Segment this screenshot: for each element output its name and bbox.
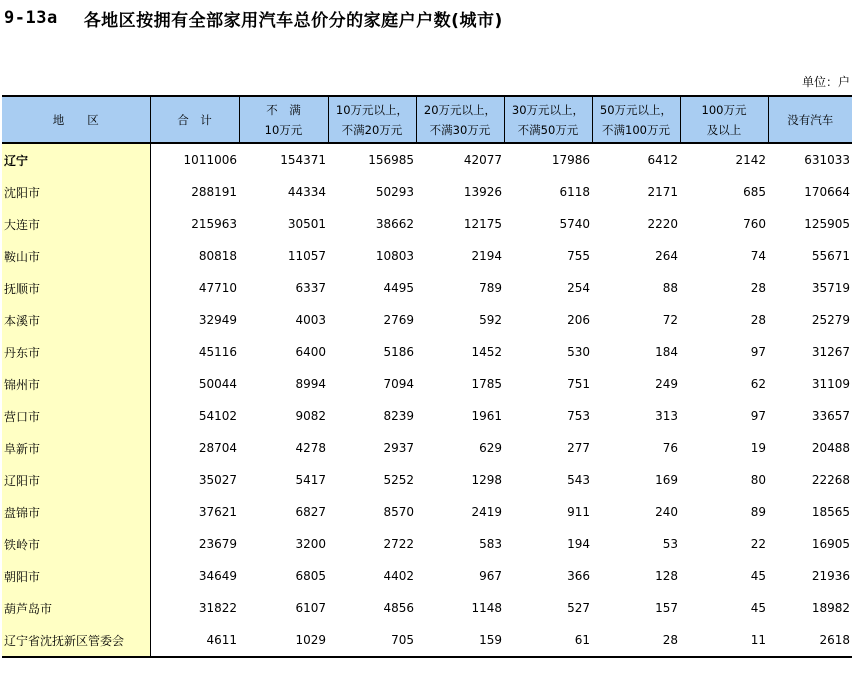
column-header	[239, 96, 328, 143]
value-cell: 2618	[819, 633, 850, 647]
value-cell: 631033	[804, 153, 850, 167]
value-cell: 753	[567, 409, 590, 423]
value-cell: 28704	[198, 441, 237, 455]
value-cell: 25279	[811, 313, 850, 327]
column-header-line2: 不满30万元	[429, 122, 491, 137]
value-cell: 11057	[287, 249, 326, 263]
column-header-line1: 地 区	[52, 112, 99, 127]
table-row	[2, 368, 852, 400]
value-cell: 50293	[375, 185, 414, 199]
value-cell: 125905	[804, 217, 850, 231]
value-cell: 5186	[383, 345, 414, 359]
table-row	[2, 464, 852, 496]
value-cell: 2220	[647, 217, 678, 231]
value-cell: 47710	[198, 281, 237, 295]
column-header-line2: 不满100万元	[602, 122, 670, 137]
unit-label: 单位：户	[801, 75, 850, 89]
value-cell: 35027	[198, 473, 237, 487]
value-cell: 35719	[811, 281, 850, 295]
value-cell: 42077	[463, 153, 502, 167]
value-cell: 8994	[295, 377, 326, 391]
value-cell: 169	[655, 473, 678, 487]
value-cell: 33657	[811, 409, 850, 423]
region-name-cell: 鞍山市	[2, 240, 150, 272]
column-header	[416, 96, 504, 143]
value-cell: 7094	[383, 377, 414, 391]
value-cell: 31109	[811, 377, 850, 391]
value-cell: 28	[750, 281, 766, 295]
column-header	[328, 96, 416, 143]
value-cell: 2722	[383, 537, 414, 551]
value-cell: 170664	[804, 185, 850, 199]
region-name-cell: 锦州市	[2, 368, 150, 400]
table-row	[2, 272, 852, 304]
region-name-cell: 辽宁	[2, 143, 150, 176]
value-cell: 789	[479, 281, 502, 295]
region-name-cell: 辽阳市	[2, 464, 150, 496]
table-row	[2, 432, 852, 464]
value-cell: 2769	[383, 313, 414, 327]
column-header	[592, 96, 680, 143]
value-cell: 530	[567, 345, 590, 359]
value-cell: 5740	[559, 217, 590, 231]
value-cell: 54102	[198, 409, 237, 423]
value-cell: 80	[750, 473, 766, 487]
value-cell: 28	[750, 313, 766, 327]
column-header-line1: 合 计	[177, 112, 212, 127]
value-cell: 97	[750, 345, 766, 359]
value-cell: 11	[750, 633, 766, 647]
table-body	[2, 143, 852, 657]
value-cell: 22268	[811, 473, 850, 487]
value-cell: 44334	[287, 185, 326, 199]
value-cell: 34649	[198, 569, 237, 583]
value-cell: 751	[567, 377, 590, 391]
value-cell: 97	[750, 409, 766, 423]
column-header	[680, 96, 768, 143]
column-header-line2: 不满20万元	[341, 122, 403, 137]
value-cell: 1298	[471, 473, 502, 487]
value-cell: 629	[479, 441, 502, 455]
value-cell: 366	[567, 569, 590, 583]
column-header-line2: 10万元	[264, 122, 303, 137]
value-cell: 6805	[295, 569, 326, 583]
value-cell: 18565	[811, 505, 850, 519]
table-row	[2, 624, 852, 657]
value-cell: 6827	[295, 505, 326, 519]
value-cell: 206	[567, 313, 590, 327]
column-header-line1: 50万元以上，	[599, 102, 673, 117]
value-cell: 28	[662, 633, 678, 647]
value-cell: 50044	[198, 377, 237, 391]
value-cell: 543	[567, 473, 590, 487]
value-cell: 23679	[198, 537, 237, 551]
column-header	[768, 96, 852, 143]
table-row	[2, 592, 852, 624]
value-cell: 277	[567, 441, 590, 455]
value-cell: 194	[567, 537, 590, 551]
value-cell: 19	[750, 441, 766, 455]
value-cell: 31822	[198, 601, 237, 615]
region-name-cell: 辽宁省沈抚新区管委会	[2, 624, 150, 657]
value-cell: 32949	[198, 313, 237, 327]
value-cell: 22	[750, 537, 766, 551]
value-cell: 55671	[811, 249, 850, 263]
value-cell: 156985	[368, 153, 414, 167]
column-header-line1: 不 满	[266, 102, 301, 117]
column-header-line1: 没有汽车	[787, 112, 834, 127]
value-cell: 17986	[551, 153, 590, 167]
table-row	[2, 400, 852, 432]
value-cell: 21936	[811, 569, 850, 583]
value-cell: 76	[662, 441, 678, 455]
table-code: 9-13a	[4, 8, 58, 28]
value-cell: 88	[662, 281, 678, 295]
value-cell: 9082	[295, 409, 326, 423]
value-cell: 128	[655, 569, 678, 583]
value-cell: 89	[750, 505, 766, 519]
table-row	[2, 528, 852, 560]
region-name-cell: 阜新市	[2, 432, 150, 464]
column-header	[150, 96, 239, 143]
value-cell: 6337	[295, 281, 326, 295]
header-row	[2, 96, 852, 143]
value-cell: 31267	[811, 345, 850, 359]
page-title	[4, 4, 503, 32]
region-name-cell: 本溪市	[2, 304, 150, 336]
value-cell: 685	[743, 185, 766, 199]
table-row	[2, 208, 852, 240]
value-cell: 755	[567, 249, 590, 263]
value-cell: 154371	[280, 153, 326, 167]
value-cell: 184	[655, 345, 678, 359]
value-cell: 4611	[206, 633, 237, 647]
column-header-line2: 及以上	[706, 122, 742, 137]
column-header	[2, 96, 150, 143]
value-cell: 4402	[383, 569, 414, 583]
value-cell: 45	[750, 569, 766, 583]
value-cell: 592	[479, 313, 502, 327]
value-cell: 4495	[383, 281, 414, 295]
value-cell: 4278	[295, 441, 326, 455]
value-cell: 1961	[471, 409, 502, 423]
column-header	[504, 96, 592, 143]
value-cell: 53	[662, 537, 678, 551]
value-cell: 249	[655, 377, 678, 391]
table-row	[2, 336, 852, 368]
table-row	[2, 143, 852, 176]
value-cell: 254	[567, 281, 590, 295]
value-cell: 2142	[735, 153, 766, 167]
value-cell: 12175	[463, 217, 502, 231]
value-cell: 1148	[471, 601, 502, 615]
value-cell: 2937	[383, 441, 414, 455]
region-name-cell: 朝阳市	[2, 560, 150, 592]
value-cell: 6400	[295, 345, 326, 359]
table-row	[2, 496, 852, 528]
value-cell: 1452	[471, 345, 502, 359]
value-cell: 6412	[647, 153, 678, 167]
value-cell: 8570	[383, 505, 414, 519]
value-cell: 2194	[471, 249, 502, 263]
region-name-cell: 沈阳市	[2, 176, 150, 208]
table-title: 各地区按拥有全部家用汽车总价分的家庭户户数(城市)	[83, 10, 503, 31]
region-name-cell: 大连市	[2, 208, 150, 240]
region-name-cell: 葫芦岛市	[2, 592, 150, 624]
table-row	[2, 240, 852, 272]
value-cell: 2419	[471, 505, 502, 519]
value-cell: 215963	[191, 217, 237, 231]
value-cell: 583	[479, 537, 502, 551]
value-cell: 157	[655, 601, 678, 615]
value-cell: 72	[662, 313, 678, 327]
value-cell: 760	[743, 217, 766, 231]
value-cell: 4856	[383, 601, 414, 615]
value-cell: 1011006	[183, 153, 237, 167]
column-header-line2: 不满50万元	[517, 122, 579, 137]
value-cell: 288191	[191, 185, 237, 199]
value-cell: 80818	[198, 249, 237, 263]
region-name-cell: 铁岭市	[2, 528, 150, 560]
value-cell: 37621	[198, 505, 237, 519]
value-cell: 5417	[295, 473, 326, 487]
statistics-table	[2, 95, 852, 658]
value-cell: 30501	[287, 217, 326, 231]
value-cell: 45	[750, 601, 766, 615]
value-cell: 313	[655, 409, 678, 423]
value-cell: 6107	[295, 601, 326, 615]
table-row	[2, 560, 852, 592]
value-cell: 1029	[295, 633, 326, 647]
value-cell: 264	[655, 249, 678, 263]
value-cell: 4003	[295, 313, 326, 327]
value-cell: 6118	[559, 185, 590, 199]
value-cell: 967	[479, 569, 502, 583]
value-cell: 74	[750, 249, 766, 263]
value-cell: 240	[655, 505, 678, 519]
value-cell: 13926	[463, 185, 502, 199]
column-header-line1: 10万元以上，	[335, 102, 409, 117]
region-name-cell: 丹东市	[2, 336, 150, 368]
value-cell: 61	[574, 633, 590, 647]
value-cell: 3200	[295, 537, 326, 551]
value-cell: 16905	[811, 537, 850, 551]
value-cell: 38662	[375, 217, 414, 231]
value-cell: 911	[567, 505, 590, 519]
value-cell: 45116	[198, 345, 237, 359]
value-cell: 159	[479, 633, 502, 647]
region-name-cell: 盘锦市	[2, 496, 150, 528]
value-cell: 5252	[383, 473, 414, 487]
region-name-cell: 营口市	[2, 400, 150, 432]
value-cell: 527	[567, 601, 590, 615]
value-cell: 705	[391, 633, 414, 647]
value-cell: 20488	[811, 441, 850, 455]
value-cell: 8239	[383, 409, 414, 423]
region-name-cell: 抚顺市	[2, 272, 150, 304]
column-header-line1: 20万元以上，	[423, 102, 497, 117]
value-cell: 18982	[811, 601, 850, 615]
column-header-line1: 30万元以上，	[511, 102, 585, 117]
table-row	[2, 176, 852, 208]
column-header-line1: 100万元	[701, 102, 747, 117]
value-cell: 10803	[375, 249, 414, 263]
table-row	[2, 304, 852, 336]
value-cell: 2171	[647, 185, 678, 199]
value-cell: 62	[750, 377, 766, 391]
value-cell: 1785	[471, 377, 502, 391]
